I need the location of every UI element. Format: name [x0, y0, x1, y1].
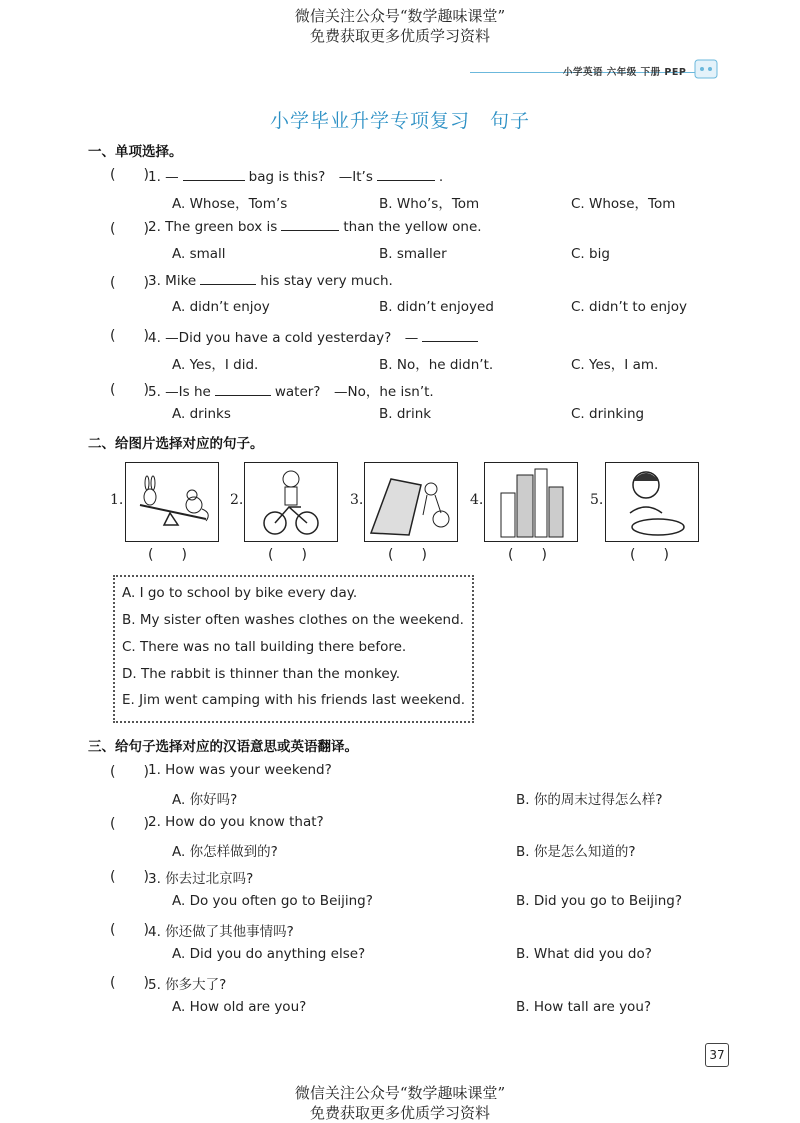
answer-paren[interactable]: ( )	[110, 922, 149, 938]
option[interactable]: C. big	[571, 246, 610, 262]
option[interactable]: A. Whose，Tom’s	[172, 196, 288, 212]
answer-paren[interactable]: ( )	[110, 382, 149, 398]
camping-tent-icon	[365, 463, 457, 541]
answer-blank[interactable]	[377, 179, 435, 181]
option[interactable]: C. Whose，Tom	[571, 196, 676, 212]
option[interactable]: B. 你是怎么知道的?	[516, 844, 636, 860]
option[interactable]: A. drinks	[172, 406, 231, 422]
page-title: 小学毕业升学专项复习 句子	[269, 110, 530, 132]
answer-paren[interactable]: ( )	[110, 816, 149, 832]
answer-paren[interactable]: ( )	[110, 869, 149, 885]
picture-number: 3.	[350, 492, 364, 508]
option[interactable]: B. What did you do?	[516, 946, 652, 962]
question-stem: 4. —Did you have a cold yesterday? —	[148, 326, 482, 346]
sentence-option: B. My sister often washes clothes on the weekend.	[122, 612, 464, 628]
option[interactable]: A. How old are you?	[172, 999, 307, 1015]
option[interactable]: B. How tall are you?	[516, 999, 652, 1015]
option[interactable]: B. Who’s，Tom	[379, 196, 480, 212]
picture-frame	[484, 462, 578, 542]
page-number: 37	[705, 1043, 729, 1067]
option[interactable]: A. Do you often go to Beijing?	[172, 893, 373, 909]
question-stem: 1. How was your weekend?	[148, 762, 332, 778]
watermark-bottom-line1: 微信关注公众号“数学趣味课堂”	[294, 1084, 506, 1102]
picture-number: 4.	[470, 492, 484, 508]
answer-blank[interactable]	[183, 179, 245, 181]
answer-blank[interactable]	[215, 394, 271, 396]
picture-number: 5.	[590, 492, 604, 508]
sentence-option: E. Jim went camping with his friends last weekend.	[122, 692, 466, 708]
watermark-bottom-line2: 免费获取更多优质学习资料	[309, 1104, 490, 1122]
picture-answer-paren[interactable]: ( )	[148, 547, 187, 563]
answer-blank[interactable]	[422, 340, 478, 342]
question-stem: 4. 你还做了其他事情吗?	[148, 924, 294, 940]
option[interactable]: B. drink	[379, 406, 432, 422]
picture-frame	[364, 462, 458, 542]
sentence-option: C. There was no tall building there before.	[122, 639, 407, 655]
answer-blank[interactable]	[200, 283, 256, 285]
section3-heading: 三、给句子选择对应的汉语意思或英语翻译。	[88, 739, 358, 755]
option[interactable]: B. No，he didn’t.	[379, 357, 494, 373]
option[interactable]: A. didn’t enjoy	[172, 299, 270, 315]
question-stem: 3. Mike his stay very much.	[148, 273, 393, 289]
option[interactable]: C. drinking	[571, 406, 645, 422]
picture-frame	[605, 462, 699, 542]
question-stem: 5. —Is he water? —No，he isn’t.	[148, 384, 434, 400]
answer-blank[interactable]	[281, 229, 339, 231]
picture-number: 1.	[110, 492, 124, 508]
picture-answer-paren[interactable]: ( )	[268, 547, 307, 563]
answer-paren[interactable]: ( )	[110, 764, 149, 780]
answer-paren[interactable]: ( )	[110, 167, 149, 183]
picture-answer-paren[interactable]: ( )	[508, 547, 547, 563]
girl-washing-clothes-icon	[606, 463, 698, 541]
question-stem: 2. The green box is than the yellow one.	[148, 219, 482, 235]
picture-number: 2.	[230, 492, 244, 508]
answer-paren[interactable]: ( )	[110, 975, 149, 991]
picture-frame	[244, 462, 338, 542]
picture-answer-paren[interactable]: ( )	[630, 547, 669, 563]
question-stem: 3. 你去过北京吗?	[148, 871, 254, 887]
option[interactable]: C. didn’t to enjoy	[571, 299, 688, 315]
option[interactable]: A. 你好吗?	[172, 792, 238, 808]
watermark-top-line1: 微信关注公众号“数学趣味课堂”	[294, 7, 506, 25]
boy-bike-icon	[245, 463, 337, 541]
section2-heading: 二、给图片选择对应的句子。	[88, 436, 264, 452]
question-stem: 2. How do you know that?	[148, 814, 324, 830]
option[interactable]: B. smaller	[379, 246, 447, 262]
option[interactable]: C. Yes，I am.	[571, 357, 659, 373]
question-stem: 5. 你多大了?	[148, 977, 227, 993]
option[interactable]: A. 你怎样做到的?	[172, 844, 278, 860]
header-tag: 小学英语 六年级 下册 PEP	[563, 67, 687, 78]
option[interactable]: B. 你的周末过得怎么样?	[516, 792, 663, 808]
option[interactable]: B. Did you go to Beijing?	[516, 893, 683, 909]
option[interactable]: A. Did you do anything else?	[172, 946, 366, 962]
option[interactable]: A. Yes，I did.	[172, 357, 259, 373]
watermark-top-line2: 免费获取更多优质学习资料	[309, 27, 490, 45]
question-stem: 1. — bag is this? —It’s .	[148, 169, 444, 185]
option[interactable]: A. small	[172, 246, 226, 262]
answer-paren[interactable]: ( )	[110, 328, 149, 344]
section1-heading: 一、单项选择。	[88, 144, 183, 160]
tall-buildings-icon	[485, 463, 577, 541]
answer-paren[interactable]: ( )	[110, 275, 149, 291]
picture-answer-paren[interactable]: ( )	[388, 547, 427, 563]
option[interactable]: B. didn’t enjoyed	[379, 299, 494, 315]
rabbit-monkey-seesaw-icon	[126, 463, 218, 541]
answer-paren[interactable]: ( )	[110, 221, 149, 237]
cat-icon	[692, 57, 720, 81]
sentence-option: A. I go to school by bike every day.	[122, 585, 358, 601]
sentence-option: D. The rabbit is thinner than the monkey.	[122, 666, 400, 682]
picture-frame	[125, 462, 219, 542]
